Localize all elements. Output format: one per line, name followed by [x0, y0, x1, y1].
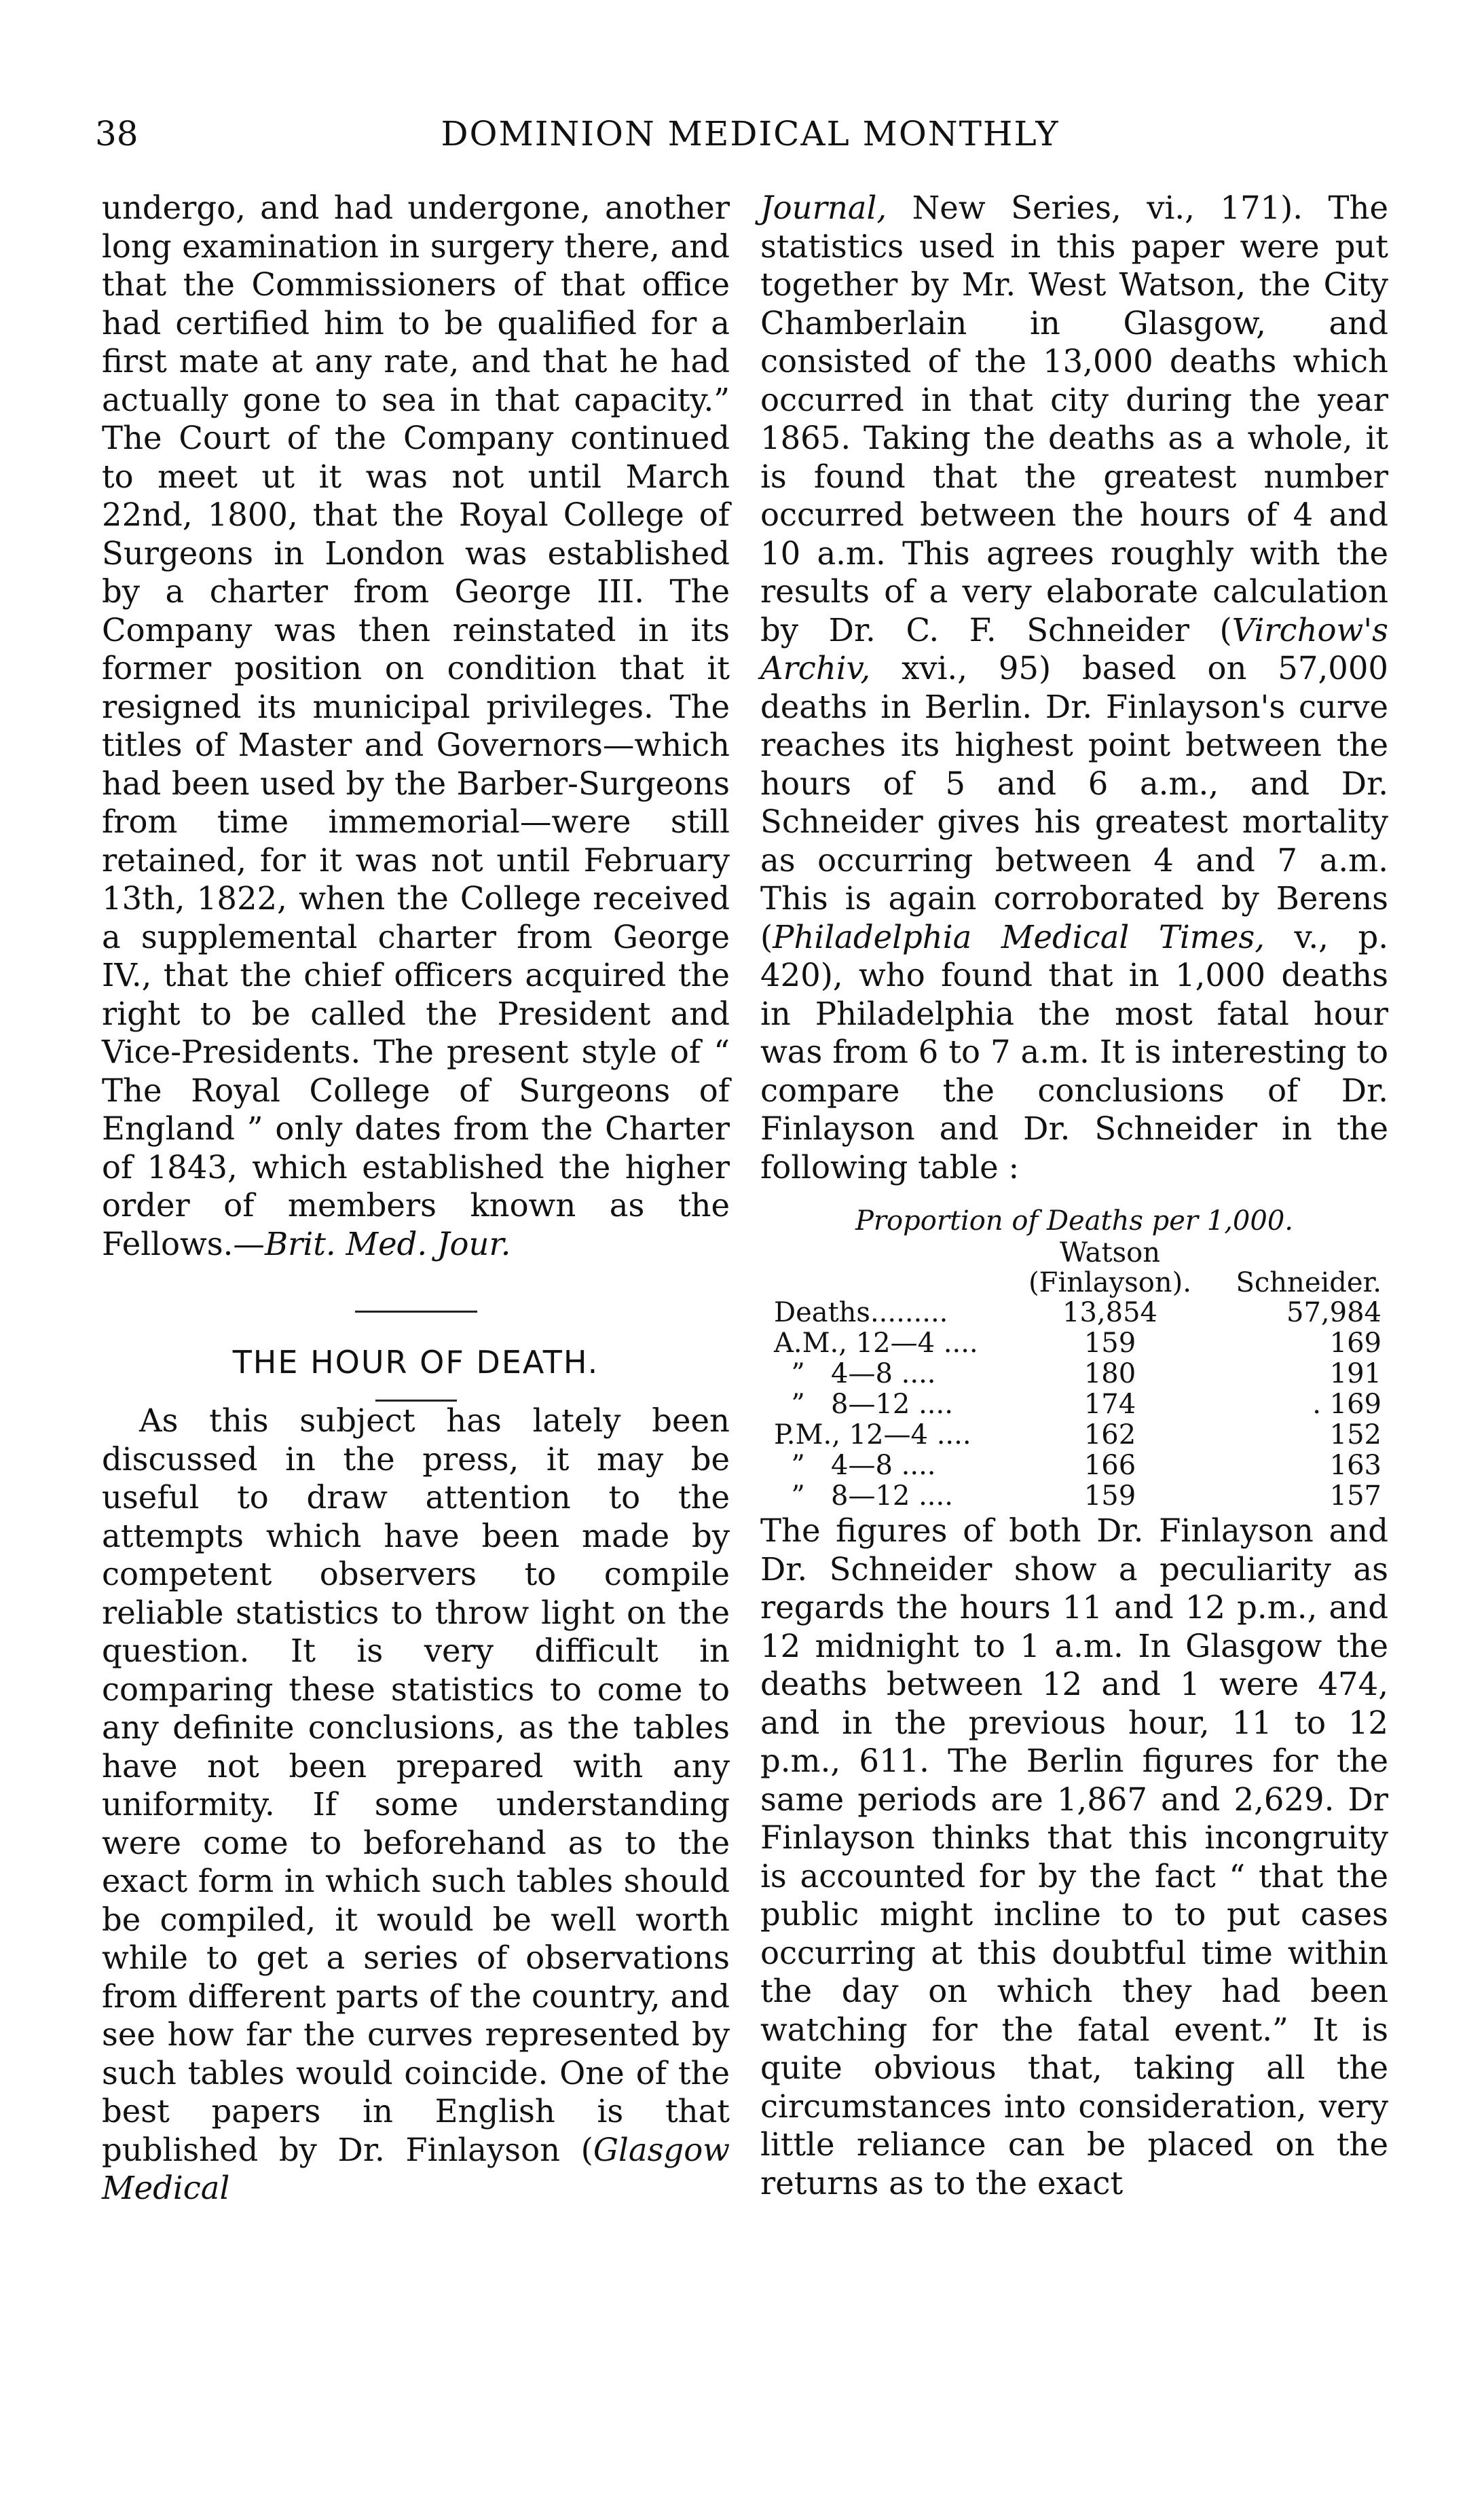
row-watson: 174	[1083, 1389, 1136, 1420]
header-watson	[1018, 1238, 1202, 1298]
row-label: P.M., 12—4 ....	[774, 1419, 971, 1450]
row-watson: 13,854	[1062, 1297, 1157, 1328]
left-column	[102, 189, 730, 2208]
row-schneider: 152	[1329, 1419, 1381, 1450]
right-column	[760, 189, 1388, 2202]
table-row	[774, 1450, 1381, 1481]
row-label: Deaths.........	[774, 1297, 948, 1328]
citation-italic: Brit. Med. Jour.	[264, 1225, 511, 1262]
text-run: As this subject has lately been discussed in the press, it may be useful to draw attention to the attempts which have been made by competent observers to compile reliable statistics to throw light on the question. It is very difficult in comparing these statistics to come to any definite conclusions, as the tables have not been prepared with any uniformity. If some understanding were come to beforehand as to the exact form in which such tables should be compiled, it would be well worth while to get a series of observations from different parts of the country, and see how far the curves represented by such tables would coincide. One of the best papers in English is that published by Dr. Finlayson (	[102, 1402, 730, 2168]
page-header	[95, 114, 1405, 162]
row-watson: 180	[1083, 1358, 1136, 1389]
row-label: ” 4—8 ....	[774, 1450, 936, 1481]
row-watson: 162	[1083, 1419, 1136, 1450]
header-blank	[774, 1238, 1018, 1298]
row-label: A.M., 12—4 ....	[774, 1328, 978, 1359]
paragraph-1	[760, 189, 1388, 1186]
row-schneider: 163	[1329, 1450, 1381, 1481]
section-heading: THE HOUR OF DEATH.	[232, 1344, 599, 1381]
row-schneider: 191	[1329, 1358, 1381, 1389]
citation-italic: Glasgow Medical	[102, 2131, 730, 2206]
table-caption: Proportion of Deaths per 1,000.	[855, 1205, 1293, 1237]
text-run: The figures of both Dr. Finlayson and Dr. Schneider show a peculiarity as regards the hours 11 and 12 p.m., and 12 midnight to 1 a.m. In Glasgow the deaths between 12 and 1 were 474, and in the previous hour, 11 to 12 p.m., 611. The Berlin figures for the same periods are 1,867 and 2,629. Dr Finlayson thinks that this incongruity is accounted for by the fact “ that the public might incline to to put cases occurring at this doubtful time within the day on which they had been watching for the fatal event.” It is quite obvious that, taking all the circumstances into consideration, very little reliance can be placed on the returns as to the exact	[760, 1512, 1388, 2202]
text-run: undergo, and had undergone, another long examination in surgery there, and that the Commissioners of that office had certified him to be qualified for a first mate at any rate, and that he had actually gone to sea in that capacity.” The Court of the Company continued to meet ut it was not until March 22nd, 1800, that the Royal College of Surgeons in London was established by a charter from George III. The Company was then reinstated in its former position on condition that it resigned its municipal privileges. The titles of Master and Governors—which had been used by the Barber-Surgeons from time immemorial—were still retained, for it was not until February 13th, 1822, when the College received a supplemental charter from George IV., that the chief officers acquired the right to be called the President and Vice-Presidents. The present style of “ The Royal College of Surgeons of England ” only dates from the Charter of 1843, which established the higher order of members known as the Fellows.—	[102, 189, 730, 1262]
text-run: xvi., 95) based on 57,000 deaths in Berlin. Dr. Finlayson's curve reaches its highest point between the hours of 5 and 6 a.m., and Dr. Schneider gives his greatest mortality as occurring between 4 and 7 a.m. This is again corroborated by Berens (	[760, 650, 1388, 955]
text-run: New Series, vi., 171). The statistics used in this paper were put together by Mr. West Watson, the City Chamberlain in Glasgow, and consisted of the 13,000 deaths which occurred in that city during the year 1865. Taking the deaths as a whole, it is found that the greatest number occurred between the hours of 4 and 10 a.m. This agrees roughly with the results of a very elaborate calculation by Dr. C. F. Schneider (	[760, 189, 1388, 649]
table-row	[774, 1481, 1381, 1512]
page-number: 38	[95, 114, 138, 153]
header-watson-line1: Watson	[1060, 1237, 1160, 1268]
table-row	[774, 1389, 1381, 1420]
row-label: ” 8—12 ....	[774, 1480, 953, 1512]
row-schneider: 169	[1329, 1328, 1381, 1359]
section-divider	[355, 1311, 477, 1313]
row-watson: 159	[1083, 1328, 1136, 1359]
table-header-row	[774, 1238, 1381, 1298]
section-paragraph	[102, 1402, 730, 2208]
continued-paragraph	[102, 189, 730, 1263]
citation-italic: Journal,	[760, 189, 887, 226]
table-row	[774, 1420, 1381, 1450]
paragraph-2	[760, 1512, 1388, 2202]
header-schneider: Schneider.	[1236, 1267, 1381, 1298]
table-row	[774, 1359, 1381, 1389]
deaths-table	[774, 1238, 1381, 1512]
row-schneider: 57,984	[1286, 1297, 1381, 1328]
citation-italic: Virchow's Archiv,	[760, 611, 1388, 687]
header-watson-line2: (Finlayson).	[1028, 1267, 1191, 1298]
table-row	[774, 1298, 1381, 1328]
row-label: ” 8—12 ....	[774, 1389, 953, 1420]
row-watson: 166	[1083, 1450, 1136, 1481]
text-run: v., p. 420), who found that in 1,000 deaths in Philadelphia the most fatal hour was from 6 to 7 a.m. It is interesting to compare the conclusions of Dr. Finlayson and Dr. Schneider in the following table :	[760, 918, 1388, 1186]
running-title: DOMINION MEDICAL MONTHLY	[441, 114, 1060, 153]
row-watson: 159	[1083, 1480, 1136, 1512]
table-row	[774, 1328, 1381, 1359]
citation-italic: Philadelphia Medical Times,	[773, 918, 1265, 955]
row-label: ” 4—8 ....	[774, 1358, 936, 1389]
row-schneider: . 169	[1312, 1389, 1381, 1420]
row-schneider: 157	[1329, 1480, 1381, 1512]
